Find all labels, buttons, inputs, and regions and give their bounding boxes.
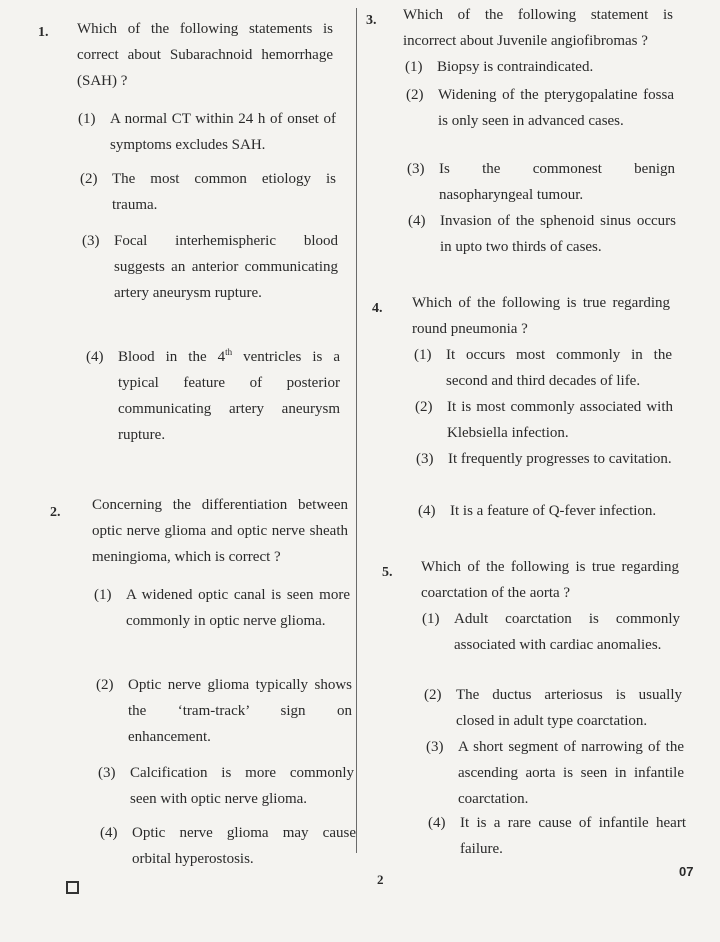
option-number: (3): [82, 233, 100, 249]
option-2: [415, 394, 673, 446]
option-text: The ductus arteriosus is usually closed in adult type coarctation.: [456, 687, 682, 729]
option-text: Optic nerve glioma typically shows the ‘tram-track’ sign on enhancement.: [128, 677, 352, 745]
option-text: Invasion of the sphenoid sinus occurs in upto two thirds of cases.: [440, 213, 676, 255]
question-stem: Which of the following is true regarding round pneumonia ?: [412, 295, 670, 337]
option-number: (2): [80, 171, 98, 187]
option-2: [424, 682, 682, 734]
option-text: Focal interhemispheric blood suggests an anterior communicating artery aneurysm rupture.: [114, 233, 338, 301]
option-number: (4): [100, 825, 118, 841]
option-number: (1): [405, 59, 423, 75]
option-text: Blood in the 4th ventricles is a typical feature of posterior communicating artery aneurysm rupture.: [118, 347, 340, 443]
option-4: [100, 820, 356, 872]
option-text: A short segment of narrowing of the ascending aorta is seen in infantile coarctation.: [458, 739, 684, 807]
option-4: [428, 810, 686, 862]
option-number: (2): [415, 399, 433, 415]
column-divider: [356, 8, 357, 853]
option-number: (4): [428, 815, 446, 831]
option-text: It frequently progresses to cavitation.: [448, 451, 672, 467]
question-stem: Which of the following is true regarding coarctation of the aorta ?: [421, 559, 679, 601]
option-text: It is most commonly associated with Klebsiella infection.: [447, 399, 673, 441]
page-code: 07: [679, 864, 694, 879]
question-stem: Concerning the differentiation between optic nerve glioma and optic nerve sheath meningioma, which is correct ?: [92, 497, 348, 565]
option-3: [416, 446, 674, 472]
option-2: [406, 82, 674, 134]
question-number: 4.: [372, 301, 383, 316]
option-text: Adult coarctation is commonly associated with cardiac anomalies.: [454, 611, 680, 653]
option-text: The most common etiology is trauma.: [112, 171, 336, 213]
option-2: [96, 672, 352, 750]
option-text: Biopsy is contraindicated.: [437, 59, 594, 75]
option-2: [80, 166, 336, 218]
option-text: A normal CT within 24 h of onset of symptoms excludes SAH.: [110, 111, 336, 153]
question-number: 2.: [50, 505, 61, 520]
option-number: (1): [78, 111, 96, 127]
option-text: A widened optic canal is seen more commonly in optic nerve glioma.: [126, 587, 350, 629]
option-text: Widening of the pterygopalatine fossa is only seen in advanced cases.: [438, 87, 674, 129]
option-number: (4): [408, 213, 426, 229]
option-number: (2): [96, 677, 114, 693]
option-1: [414, 342, 672, 394]
option-3: [407, 156, 675, 208]
option-text: Calcification is more commonly seen with optic nerve glioma.: [130, 765, 354, 807]
option-text: Optic nerve glioma may cause orbital hyperostosis.: [132, 825, 356, 867]
option-4: [418, 498, 680, 524]
option-4: [408, 208, 676, 260]
option-number: (1): [422, 611, 440, 627]
option-3: [426, 734, 684, 812]
checkbox-mark-icon: [66, 881, 79, 894]
option-4: [86, 344, 340, 448]
option-number: (3): [98, 765, 116, 781]
question-number: 1.: [38, 25, 49, 40]
option-text: Is the commonest benign nasopharyngeal tumour.: [439, 161, 675, 203]
option-number: (1): [414, 347, 432, 363]
option-3: [98, 760, 354, 812]
question-stem: Which of the following statement is incorrect about Juvenile angiofibromas ?: [403, 7, 673, 49]
option-number: (3): [426, 739, 444, 755]
option-number: (1): [94, 587, 112, 603]
option-1: [94, 582, 350, 634]
page-number: 2: [377, 872, 384, 887]
option-number: (2): [424, 687, 442, 703]
option-1: [422, 606, 680, 658]
option-1: [78, 106, 336, 158]
option-3: [82, 228, 338, 306]
option-number: (4): [418, 503, 436, 519]
question-number: 3.: [366, 13, 377, 28]
option-number: (3): [407, 161, 425, 177]
option-number: (2): [406, 87, 424, 103]
question-stem: Which of the following statements is correct about Subarachnoid hemorrhage (SAH) ?: [77, 21, 333, 89]
option-number: (3): [416, 451, 434, 467]
option-1: [405, 54, 673, 80]
option-number: (4): [86, 349, 104, 365]
option-text: It is a rare cause of infantile heart failure.: [460, 815, 686, 857]
option-text: It occurs most commonly in the second and third decades of life.: [446, 347, 672, 389]
option-text: It is a feature of Q-fever infection.: [450, 503, 657, 519]
question-number: 5.: [382, 565, 393, 580]
